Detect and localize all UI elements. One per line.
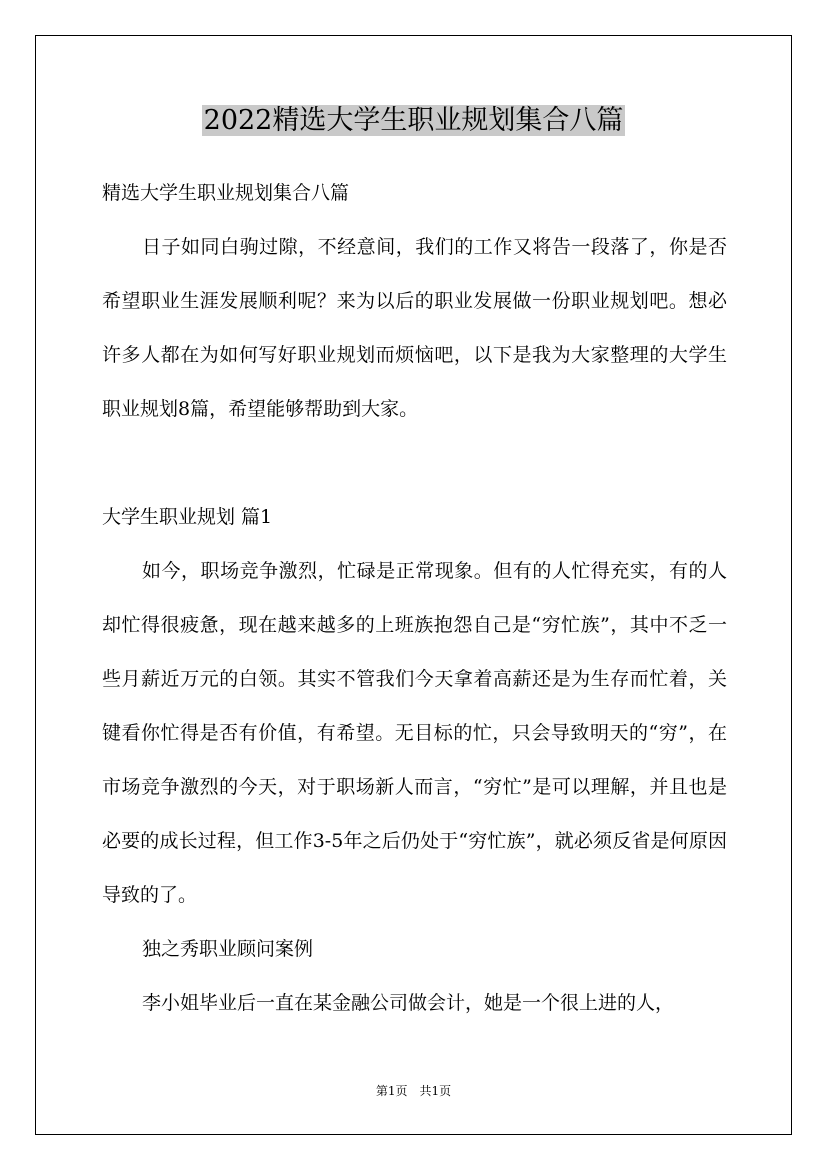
case-paragraph: 李小姐毕业后一直在某金融公司做会计，她是一个很上进的人，	[142, 992, 675, 1014]
section1-paragraph: 如今，职场竞争激烈，忙碌是正常现象。但有的人忙得充实，有的人却忙得很疲惫，现在越来越多的上班族抱怨自己是“穷忙族”，其中不乏一些月薪近万元的白领。其实不管我们今天拿着高薪还是为生存而忙着，关键看你忙得是否有价值，有希望。无目标的忙，只会导致明天的“穷”，在市场竞争激烈的今天，对于职场新人而言，“穷忙”是可以理解，并且也是必要的成长过程，但工作3-5年之后仍处于“穷忙族”，就必须反省是何原因导致的了。	[102, 560, 727, 906]
page-footer: 第1页 共1页	[375, 1084, 452, 1098]
document-title	[0, 100, 827, 142]
intro-paragraph: 日子如同白驹过隙，不经意间，我们的工作又将告一段落了，你是否希望职业生涯发展顺利呢？来为以后的职业发展做一份职业规划吧。想必许多人都在为如何写好职业规划而烦恼吧，以下是我为大家整理的大学生职业规划8篇，希望能够帮助到大家。	[102, 236, 727, 420]
document-title-text: 2022精选大学生职业规划集合八篇	[203, 105, 624, 136]
document-subtitle: 精选大学生职业规划集合八篇	[102, 182, 350, 204]
section-heading-1: 大学生职业规划 篇1	[102, 506, 273, 528]
case-heading: 独之秀职业顾问案例	[142, 938, 314, 960]
